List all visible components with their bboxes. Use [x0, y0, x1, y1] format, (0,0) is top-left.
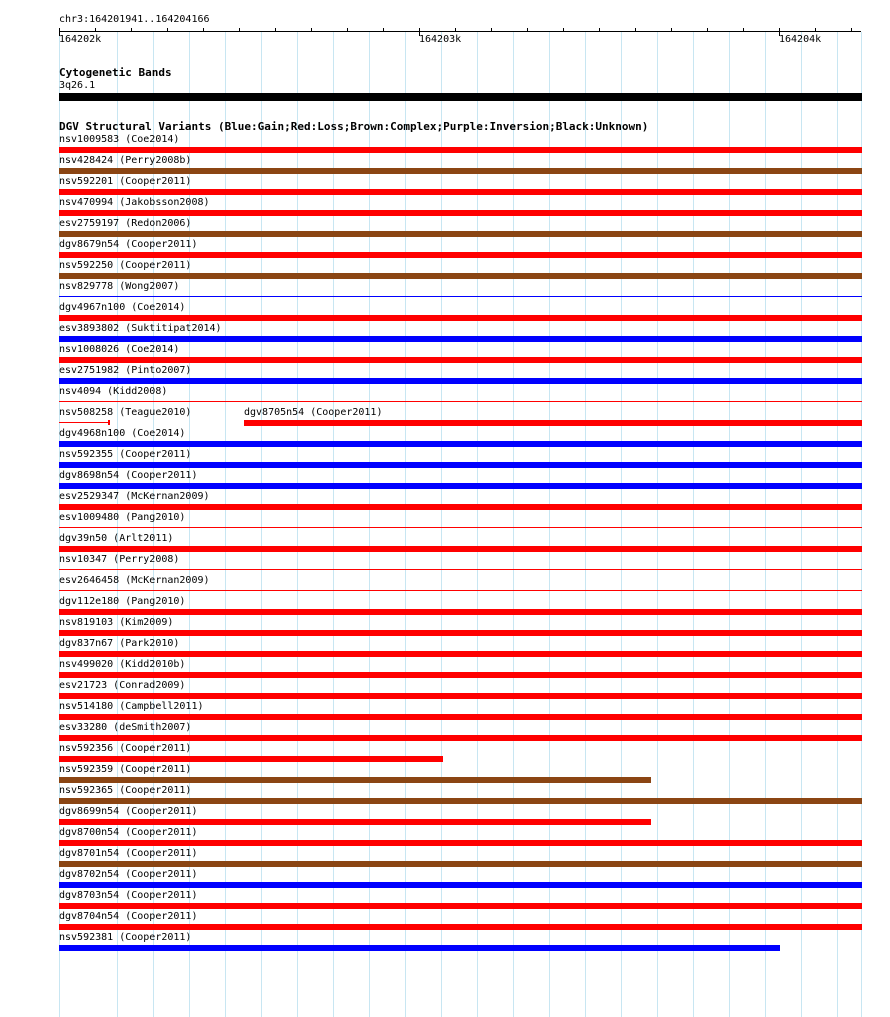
variant-label[interactable]: dgv39n50 (Arlt2011): [59, 533, 174, 544]
grid-line: [657, 32, 658, 1017]
variant-label[interactable]: nsv592355 (Cooper2011): [59, 449, 192, 460]
variant-label[interactable]: esv1009480 (Pang2010): [59, 512, 186, 523]
grid-line: [765, 32, 766, 1017]
ruler-tick: [635, 28, 636, 32]
ruler-tick: [491, 28, 492, 32]
variant-label[interactable]: dgv8698n54 (Cooper2011): [59, 470, 198, 481]
grid-line: [297, 32, 298, 1017]
variant-bar[interactable]: [59, 168, 862, 174]
variant-bar[interactable]: [59, 422, 109, 423]
variant-label[interactable]: dgv8703n54 (Cooper2011): [59, 890, 198, 901]
variant-label[interactable]: dgv8700n54 (Cooper2011): [59, 827, 198, 838]
grid-line: [261, 32, 262, 1017]
variant-bar[interactable]: [59, 861, 862, 867]
cytoband-bar[interactable]: [59, 93, 862, 101]
variant-label[interactable]: nsv470994 (Jakobsson2008): [59, 197, 210, 208]
grid-line: [549, 32, 550, 1017]
variant-bar[interactable]: [59, 210, 862, 216]
ruler-tick: [167, 28, 168, 32]
variant-bar[interactable]: [244, 420, 862, 426]
variant-bar[interactable]: [59, 231, 862, 237]
variant-label[interactable]: dgv112e180 (Pang2010): [59, 596, 186, 607]
ruler-tick: [95, 28, 96, 32]
variant-bar[interactable]: [59, 147, 862, 153]
variant-bar[interactable]: [59, 651, 862, 657]
variant-label[interactable]: esv3893802 (Suktitipat2014): [59, 323, 222, 334]
ruler-tick: [275, 28, 276, 32]
grid-line: [369, 32, 370, 1017]
variant-label[interactable]: dgv8705n54 (Cooper2011): [244, 407, 383, 418]
cytoband-track-title: Cytogenetic Bands: [59, 66, 172, 79]
ruler-tick: [383, 28, 384, 32]
ruler-tick: [599, 28, 600, 32]
variant-label[interactable]: nsv1009583 (Coe2014): [59, 134, 180, 145]
variant-bar[interactable]: [59, 336, 862, 342]
variant-bar[interactable]: [59, 945, 780, 951]
variant-bar[interactable]: [59, 672, 862, 678]
variant-bar[interactable]: [59, 441, 862, 447]
variant-bar[interactable]: [59, 590, 862, 591]
grid-line: [333, 32, 334, 1017]
variant-bar[interactable]: [59, 504, 862, 510]
ruler-tick: [743, 28, 744, 32]
ruler-tick: [455, 28, 456, 32]
variant-bar[interactable]: [59, 357, 862, 363]
grid-line: [513, 32, 514, 1017]
variant-bar[interactable]: [59, 756, 443, 762]
variant-bar[interactable]: [59, 252, 862, 258]
variant-label[interactable]: nsv592365 (Cooper2011): [59, 785, 192, 796]
variant-bar[interactable]: [59, 693, 862, 699]
variant-bar[interactable]: [59, 714, 862, 720]
ruler-tick: [815, 28, 816, 32]
grid-line: [621, 32, 622, 1017]
variant-label[interactable]: nsv592250 (Cooper2011): [59, 260, 192, 271]
ruler-axis: [59, 31, 861, 32]
ruler-tick: [239, 28, 240, 32]
variant-label[interactable]: nsv499020 (Kidd2010b): [59, 659, 186, 670]
variant-bar[interactable]: [59, 462, 862, 468]
variant-label[interactable]: dgv8701n54 (Cooper2011): [59, 848, 198, 859]
variant-label[interactable]: esv21723 (Conrad2009): [59, 680, 186, 691]
variant-label[interactable]: nsv592381 (Cooper2011): [59, 932, 192, 943]
variant-label[interactable]: dgv8704n54 (Cooper2011): [59, 911, 198, 922]
grid-line: [405, 32, 406, 1017]
variant-label[interactable]: nsv1008026 (Coe2014): [59, 344, 180, 355]
variant-label[interactable]: esv33280 (deSmith2007): [59, 722, 192, 733]
grid-line: [225, 32, 226, 1017]
ruler-tick: [347, 28, 348, 32]
grid-line: [585, 32, 586, 1017]
variant-bar[interactable]: [59, 819, 651, 825]
variant-label[interactable]: nsv592356 (Cooper2011): [59, 743, 192, 754]
variant-bar[interactable]: [59, 735, 862, 741]
region-label: chr3:164201941..164204166: [59, 14, 210, 25]
ruler-tick: [131, 28, 132, 32]
variant-label[interactable]: nsv4094 (Kidd2008): [59, 386, 168, 397]
variant-bar[interactable]: [59, 569, 862, 570]
variant-bar-end: [108, 420, 110, 425]
variant-label[interactable]: esv2751982 (Pinto2007): [59, 365, 192, 376]
variant-bar[interactable]: [59, 296, 862, 297]
variant-label[interactable]: nsv592201 (Cooper2011): [59, 176, 192, 187]
variant-bar[interactable]: [59, 777, 651, 783]
ruler-tick: [671, 28, 672, 32]
variant-label[interactable]: nsv514180 (Campbell2011): [59, 701, 204, 712]
grid-line: [441, 32, 442, 1017]
variant-bar[interactable]: [59, 315, 862, 321]
variant-bar[interactable]: [59, 609, 862, 615]
variant-label[interactable]: esv2646458 (McKernan2009): [59, 575, 210, 586]
variant-bar[interactable]: [59, 378, 862, 384]
variant-bar[interactable]: [59, 527, 862, 528]
ruler-tick-label: 164204k: [779, 34, 822, 45]
variant-label[interactable]: dgv8699n54 (Cooper2011): [59, 806, 198, 817]
variant-bar[interactable]: [59, 630, 862, 636]
variant-label[interactable]: dgv837n67 (Park2010): [59, 638, 180, 649]
variant-label[interactable]: dgv8679n54 (Cooper2011): [59, 239, 198, 250]
variant-label[interactable]: dgv4968n100 (Coe2014): [59, 428, 186, 439]
variant-label[interactable]: esv2529347 (McKernan2009): [59, 491, 210, 502]
ruler-tick: [527, 28, 528, 32]
variant-bar[interactable]: [59, 798, 862, 804]
variant-bar[interactable]: [59, 882, 862, 888]
grid-line: [801, 32, 802, 1017]
grid-line: [729, 32, 730, 1017]
grid-line: [693, 32, 694, 1017]
ruler-tick: [203, 28, 204, 32]
ruler-tick: [707, 28, 708, 32]
ruler-tick: [311, 28, 312, 32]
variant-label[interactable]: dgv8702n54 (Cooper2011): [59, 869, 198, 880]
variant-bar[interactable]: [59, 546, 862, 552]
variant-label[interactable]: nsv428424 (Perry2008b): [59, 155, 192, 166]
variant-label[interactable]: esv2759197 (Redon2006): [59, 218, 192, 229]
variant-bar[interactable]: [59, 903, 862, 909]
cytoband-label[interactable]: 3q26.1: [59, 80, 96, 91]
variant-bar[interactable]: [59, 401, 862, 402]
variant-bar[interactable]: [59, 189, 862, 195]
ruler-tick-label: 164203k: [419, 34, 462, 45]
variant-bar[interactable]: [59, 924, 862, 930]
variant-label[interactable]: nsv508258 (Teague2010): [59, 407, 192, 418]
grid-line: [837, 32, 838, 1017]
variant-label[interactable]: nsv592359 (Cooper2011): [59, 764, 192, 775]
variant-label[interactable]: nsv819103 (Kim2009): [59, 617, 174, 628]
grid-line: [477, 32, 478, 1017]
variant-bar[interactable]: [59, 273, 862, 279]
variant-bar[interactable]: [59, 483, 862, 489]
variant-label[interactable]: nsv829778 (Wong2007): [59, 281, 180, 292]
ruler-tick-label: 164202k: [59, 34, 102, 45]
variant-label[interactable]: nsv10347 (Perry2008): [59, 554, 180, 565]
ruler-tick: [563, 28, 564, 32]
variant-bar[interactable]: [59, 840, 862, 846]
ruler-tick: [851, 28, 852, 32]
dgv-track-title: DGV Structural Variants (Blue:Gain;Red:Loss;Brown:Complex;Purple:Inversion;Black:Unknown): [59, 120, 649, 133]
grid-line: [861, 32, 862, 1017]
variant-label[interactable]: dgv4967n100 (Coe2014): [59, 302, 186, 313]
